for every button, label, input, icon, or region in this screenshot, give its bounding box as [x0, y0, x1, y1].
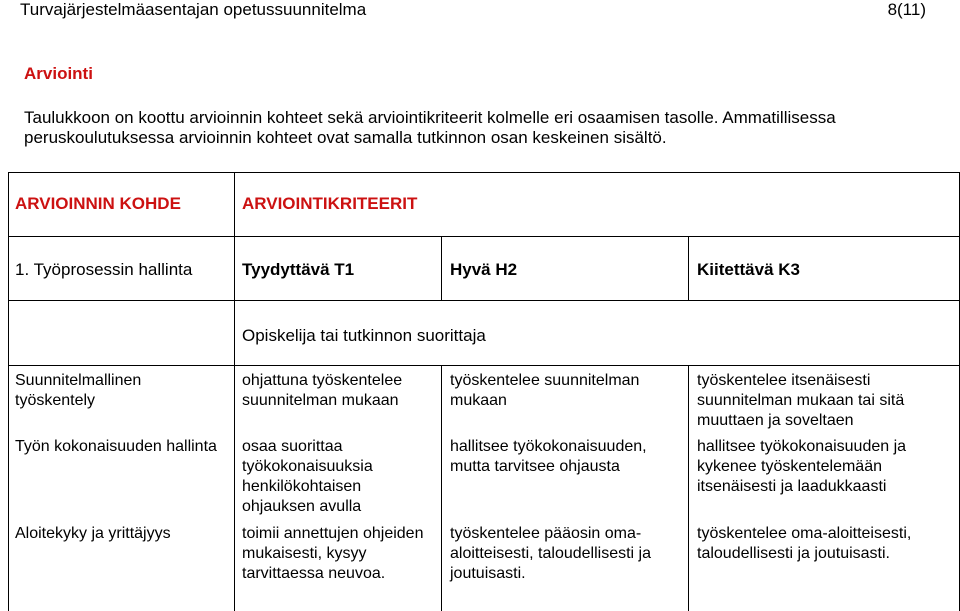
criteria-k3-cell: työskentelee oma-aloitteisesti, taloudellisesti ja joutuisasti. — [697, 525, 912, 562]
grade-t1-header: Tyydyttävä T1 — [242, 260, 355, 279]
criteria-k3-cell: työskentelee itsenäisesti suunnitelman mukaan tai sitä muuttaen ja soveltaen — [697, 372, 905, 429]
criteria-k3-cell: hallitsee työkokonaisuuden ja kykenee työskentelemään itsenäisesti ja laadukkaasti — [697, 438, 907, 495]
grade-h2-header: Hyvä H2 — [450, 260, 518, 279]
grade-k3-header: Kiitettävä K3 — [697, 260, 800, 279]
criteria-group-title: 1. Työprosessin hallinta — [15, 260, 193, 279]
criteria-t1-cell: ohjattuna työskentelee suunnitelman mukaan — [242, 372, 403, 409]
target-cell: Aloitekyky ja yrittäjyys — [15, 525, 171, 542]
target-cell: Työn kokonaisuuden hallinta — [15, 438, 217, 455]
criteria-h2-cell: hallitsee työkokonaisuuden, mutta tarvitsee ohjausta — [450, 438, 647, 475]
criteria-t1-cell: toimii annettujen ohjeiden mukaisesti, kysyy tarvittaessa neuvoa. — [242, 525, 424, 582]
document-title: Turvajärjestelmäasentajan opetussuunnitelma — [20, 0, 367, 19]
criteria-h2-cell: työskentelee suunnitelman mukaan — [450, 372, 640, 409]
criteria-t1-cell: osaa suorittaa työkokonaisuuksia henkilökohtaisen ohjauksen avulla — [242, 438, 373, 515]
column-header-criteria: ARVIOINTIKRITEERIT — [242, 194, 418, 213]
target-cell: Suunnitelmallinen työskentely — [15, 372, 142, 409]
section-title: Arviointi — [24, 64, 93, 83]
subject-label: Opiskelija tai tutkinnon suorittaja — [242, 326, 486, 345]
page-number: 8(11) — [887, 0, 926, 19]
column-header-target: ARVIOINNIN KOHDE — [15, 194, 181, 213]
criteria-h2-cell: työskentelee pääosin oma-aloitteisesti, taloudellisesti ja joutuisasti. — [450, 525, 651, 582]
intro-paragraph: Taulukkoon on koottu arvioinnin kohteet sekä arviointikriteerit kolmelle eri osaamisen tasolle. Ammatillisessa peruskoulutuksessa arvioinnin kohteet ovat samalla tutkinnon osan keskeinen sisältö. — [24, 108, 836, 147]
